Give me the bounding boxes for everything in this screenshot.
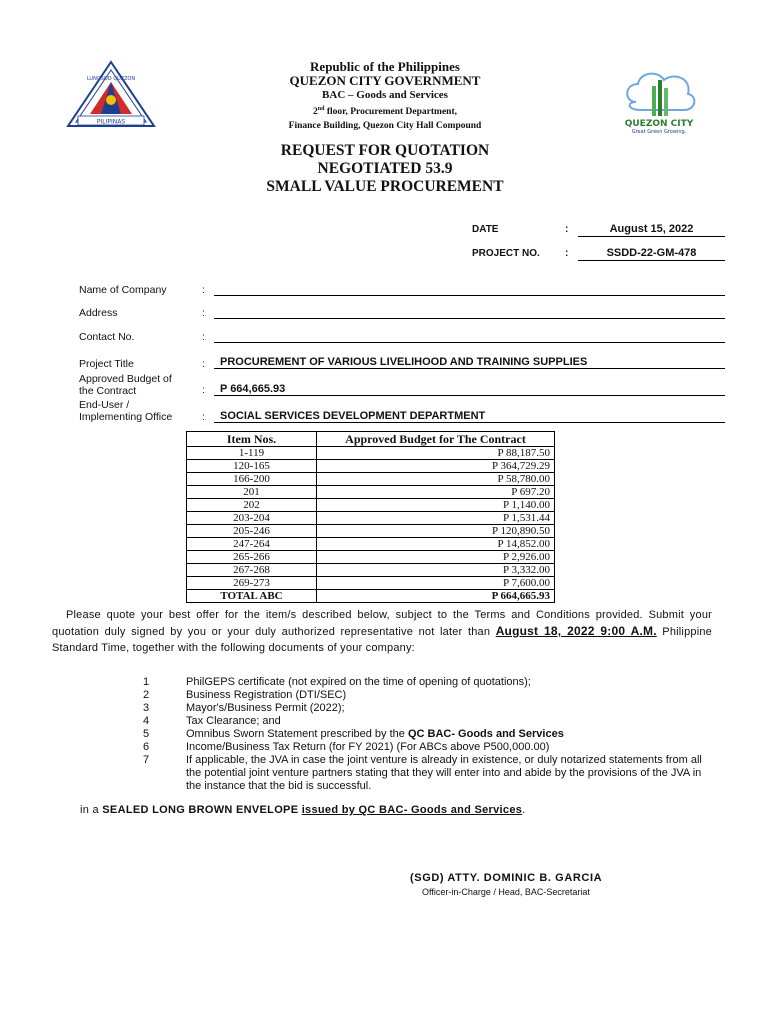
address-label: Address	[79, 307, 118, 319]
instructions-paragraph	[52, 607, 712, 656]
amount-cell: P 88,187.50	[317, 447, 555, 460]
instructions-part-2: Philippine Standard Time, together with the following documents of your company:	[52, 626, 712, 654]
amount-cell: P 2,926.00	[317, 551, 555, 564]
abc-label: Approved Budget of the Contract	[79, 373, 172, 397]
list-item: Omnibus Sworn Statement prescribed by the QC BAC- Goods and Services	[186, 728, 564, 740]
seal-text-bottom: PILIPINAS	[96, 118, 126, 126]
amount-cell: P 14,852.00	[317, 538, 555, 551]
list-item-number: 6	[142, 741, 150, 753]
table-row	[187, 551, 555, 564]
title-line-2: NEGOTIATED 53.9	[317, 160, 453, 177]
amount-cell: P 58,780.00	[317, 473, 555, 486]
instructions-part-1: Please quote your best offer for the item/s described below, subject to the Terms and Conditions provided. Submit your quotation duly signed by you or your duly authorized representative not later than	[52, 609, 712, 638]
amount-cell: P 3,332.00	[317, 564, 555, 577]
enduser-field: SOCIAL SERVICES DEVELOPMENT DEPARTMENT	[214, 409, 725, 423]
seal-text-top: LUNGSOD QUEZON	[86, 76, 136, 82]
budget-table	[186, 431, 555, 603]
header-line-government: QUEZON CITY GOVERNMENT	[289, 73, 481, 88]
document-title	[0, 142, 770, 196]
list-item-number: 1	[142, 676, 150, 688]
enduser-colon: :	[202, 411, 205, 423]
company-field[interactable]	[214, 282, 725, 296]
list-item-number: 3	[142, 702, 150, 714]
date-value: August 15, 2022	[578, 222, 725, 237]
table-row	[187, 499, 555, 512]
project-no-value: SSDD-22-GM-478	[578, 246, 725, 261]
list-item-number: 4	[142, 715, 150, 727]
total-value: P 664,665.93	[317, 590, 555, 603]
list-item: Income/Business Tax Return (for FY 2021) (For ABCs above P500,000.00)	[186, 741, 550, 753]
table-row	[187, 577, 555, 590]
header-line-address: Finance Building, Quezon City Hall Compound	[288, 121, 482, 132]
date-colon: :	[565, 224, 569, 235]
amount-cell: P 1,531.44	[317, 512, 555, 525]
header-line-bac: BAC – Goods and Services	[322, 89, 448, 101]
project-title-field: PROCUREMENT OF VARIOUS LIVELIHOOD AND TRAINING SUPPLIES	[214, 355, 725, 369]
project-title-colon: :	[202, 358, 205, 370]
logo-tagline: Great Green Growing.	[631, 129, 687, 135]
item-cell: 120-165	[187, 460, 317, 473]
item-cell: 267-268	[187, 564, 317, 577]
table-row	[187, 447, 555, 460]
envelope-bold: SEALED LONG BROWN ENVELOPE	[102, 804, 299, 816]
list-item-number: 7	[142, 754, 150, 766]
enduser-label: End-User / Implementing Office	[79, 399, 173, 423]
item-cell: 205-246	[187, 525, 317, 538]
item-cell: 202	[187, 499, 317, 512]
item-cell: 265-266	[187, 551, 317, 564]
list-item: Tax Clearance; and	[186, 715, 281, 727]
address-colon: :	[202, 307, 205, 319]
abc-field: P 664,665.93	[214, 382, 725, 396]
envelope-instruction: in a SEALED LONG BROWN ENVELOPE issued by QC BAC- Goods and Services.	[80, 804, 526, 816]
list-item-number: 5	[142, 728, 150, 740]
address-field[interactable]	[214, 305, 725, 319]
logo-name: QUEZON CITY	[624, 119, 694, 129]
list-item: PhilGEPS certificate (not expired on the time of opening of quotations);	[186, 676, 531, 688]
list-item: If applicable, the JVA in case the joint venture is already in existence, or duly notarized statements from all the potential joint venture partners stating that they will enter into and abide by the provisions of the JVA in the instance that the bid is successful.	[186, 754, 702, 792]
title-line-1: REQUEST FOR QUOTATION	[280, 142, 490, 159]
table-row	[187, 525, 555, 538]
qc-bac-bold: QC BAC- Goods and Services	[407, 728, 564, 740]
table-row	[187, 538, 555, 551]
company-colon: :	[202, 284, 205, 296]
signatory-role: Officer-in-Charge / Head, BAC-Secretariat	[422, 887, 590, 897]
item-cell: 203-204	[187, 512, 317, 525]
header-item-nos: Item Nos.	[187, 432, 317, 447]
amount-cell: P 697.20	[317, 486, 555, 499]
table-row	[187, 512, 555, 525]
item-cell: 269-273	[187, 577, 317, 590]
item-cell: 166-200	[187, 473, 317, 486]
contact-field[interactable]	[214, 329, 725, 343]
table-row	[187, 564, 555, 577]
project-no-label: PROJECT NO.	[472, 248, 540, 259]
company-label: Name of Company	[79, 284, 167, 296]
title-line-3: SMALL VALUE PROCUREMENT	[266, 178, 504, 195]
list-item-number: 2	[142, 689, 150, 701]
amount-cell: P 120,890.50	[317, 525, 555, 538]
contact-colon: :	[202, 331, 205, 343]
date-label: DATE	[472, 224, 499, 235]
project-title-label: Project Title	[79, 358, 134, 370]
table-row	[187, 486, 555, 499]
document-header	[0, 60, 770, 133]
item-cell: 247-264	[187, 538, 317, 551]
table-row	[187, 473, 555, 486]
item-cell: 201	[187, 486, 317, 499]
table-row	[187, 460, 555, 473]
deadline-date: August 18, 2022 9:00 A.M.	[495, 624, 657, 638]
envelope-issued-by: issued by QC BAC- Goods and Services	[301, 804, 523, 816]
list-item: Business Registration (DTI/SEC)	[186, 689, 347, 701]
header-approved-budget: Approved Budget for The Contract	[317, 432, 555, 447]
amount-cell: P 364,729.29	[317, 460, 555, 473]
signatory-name: (SGD) ATTY. DOMINIC B. GARCIA	[410, 872, 603, 884]
total-label: TOTAL ABC	[187, 590, 317, 603]
budget-table-header	[187, 432, 555, 447]
header-line-republic: Republic of the Philippines	[310, 59, 460, 74]
item-cell: 1-119	[187, 447, 317, 460]
amount-cell: P 1,140.00	[317, 499, 555, 512]
header-line-floor: 2nd floor, Procurement Department,	[313, 106, 457, 118]
abc-colon: :	[202, 384, 205, 396]
project-no-colon: :	[565, 248, 569, 259]
table-total-row	[187, 590, 555, 603]
amount-cell: P 7,600.00	[317, 577, 555, 590]
contact-label: Contact No.	[79, 331, 135, 343]
list-item: Mayor's/Business Permit (2022);	[186, 702, 345, 714]
